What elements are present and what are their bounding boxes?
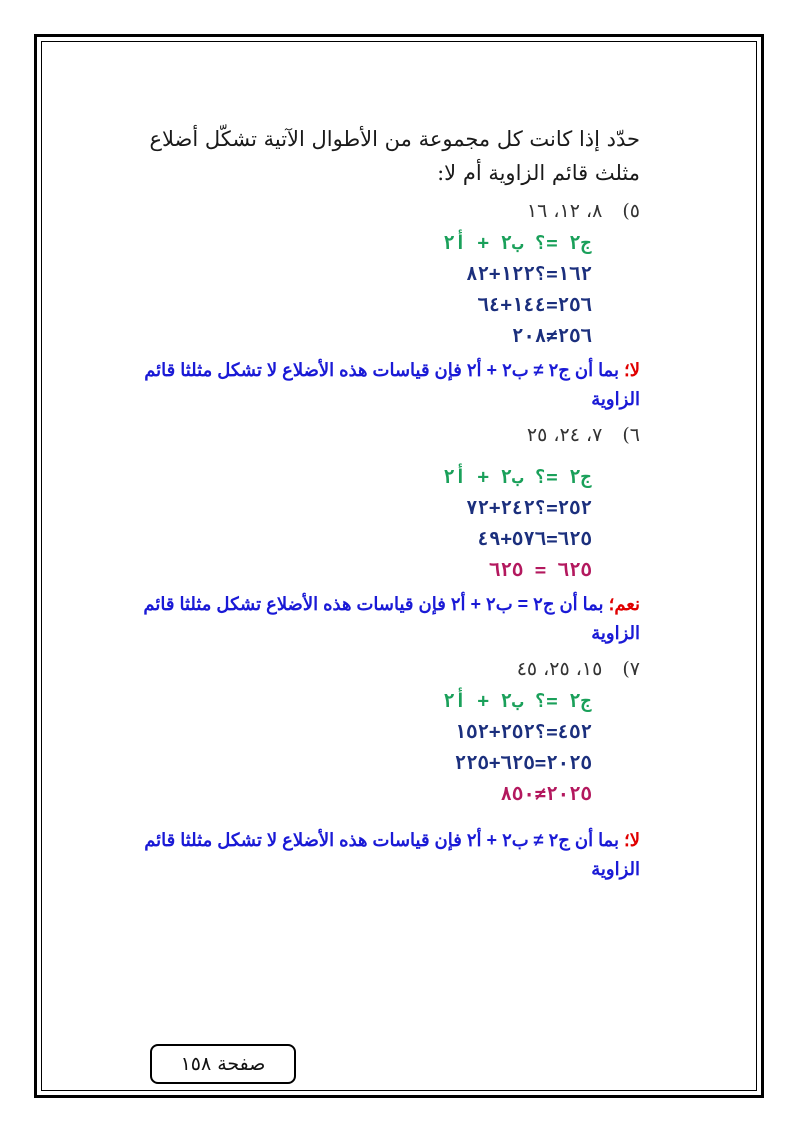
pythagorean-formula: ج٢ =؟ ب٢ + أ٢	[443, 466, 592, 488]
conclusion-prefix: نعم؛	[608, 594, 640, 614]
substitution-step: ١٦٢=؟١٢٢+٨٢	[466, 263, 592, 285]
problem-7	[100, 658, 640, 884]
conclusion-text: بما أن ج٢ ≠ ب٢ + أ٢ فإن قياسات هذه الأضلاع لا تشكل مثلثا قائم الزاوية	[144, 830, 640, 879]
computation-step: ٦٢٥=٥٧٦+٤٩	[477, 528, 592, 550]
result-step: ٦٢٥ = ٦٢٥	[489, 559, 592, 581]
conclusion	[100, 356, 640, 414]
conclusion	[100, 826, 640, 884]
conclusion-text: بما أن ج٢ = ب٢ + أ٢ فإن قياسات هذه الأضلاع تشكل مثلثا قائم الزاوية	[143, 594, 640, 643]
problem-number: ٧)	[622, 658, 640, 680]
conclusion-prefix: لا؛	[624, 830, 640, 850]
result-step: ٢٠٢٥≠٨٥٠	[500, 783, 592, 805]
solution-steps	[100, 462, 592, 586]
problem-5	[100, 200, 640, 414]
computation-step: ٢٥٦=١٤٤+٦٤	[477, 294, 592, 316]
problem-values: ٨، ١٢، ١٦	[526, 200, 603, 222]
worksheet-content	[100, 122, 640, 884]
page-number-badge: صفحة ١٥٨	[150, 1044, 296, 1084]
conclusion-text: بما أن ج٢ ≠ ب٢ + أ٢ فإن قياسات هذه الأضلاع لا تشكل مثلثا قائم الزاوية	[144, 360, 640, 409]
solution-steps	[100, 686, 592, 810]
exercise-title: حدّد إذا كانت كل مجموعة من الأطوال الآتية تشكّل أضلاع مثلث قائم الزاوية أم لا:	[149, 127, 640, 185]
problem-6	[100, 424, 640, 648]
pythagorean-formula: ج٢ =؟ ب٢ + أ٢	[443, 690, 592, 712]
problem-values: ٧، ٢٤، ٢٥	[526, 424, 603, 446]
conclusion	[100, 590, 640, 648]
problem-number: ٦)	[622, 424, 640, 446]
problem-number: ٥)	[622, 200, 640, 222]
problem-values: ١٥، ٢٥، ٤٥	[516, 658, 603, 680]
computation-step: ٢٠٢٥=٦٢٥+٢٢٥	[454, 752, 592, 774]
result-step: ٢٥٦≠٢٠٨	[511, 325, 592, 347]
substitution-step: ٤٥٢=؟٢٥٢+١٥٢	[454, 721, 592, 743]
solution-steps	[100, 228, 592, 352]
conclusion-prefix: لا؛	[624, 360, 640, 380]
substitution-step: ٢٥٢=؟٢٤٢+٧٢	[466, 497, 592, 519]
pythagorean-formula: ج٢ =؟ ب٢ + أ٢	[443, 232, 592, 254]
